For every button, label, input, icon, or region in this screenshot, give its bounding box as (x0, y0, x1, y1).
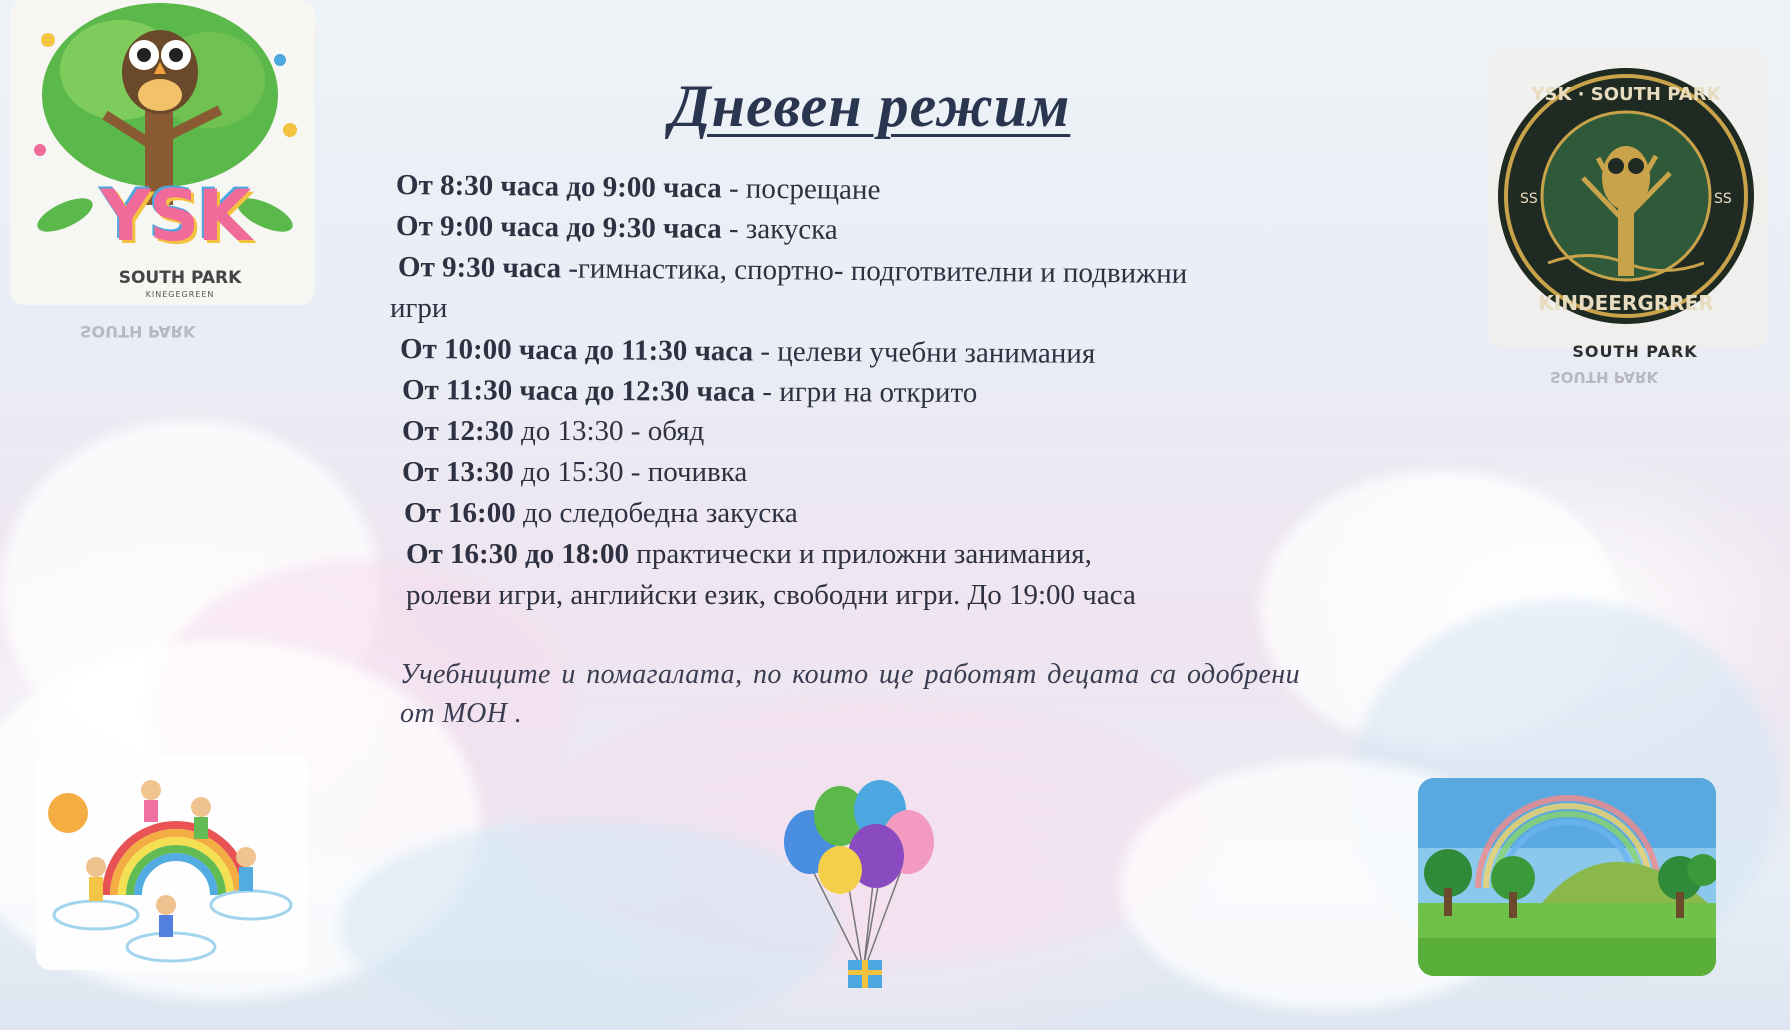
emblem-ring-top: YSK · SOUTH PARK (1531, 84, 1721, 105)
schedule-continuation: ролеви игри, английски език, свободни игри. До 19:00 часа (406, 579, 1136, 611)
schedule-row (398, 247, 1340, 296)
owl-tree-emblem-icon (1488, 48, 1768, 348)
schedule-row (402, 370, 1340, 416)
logo-subtitle: SOUTH PARK (118, 268, 242, 288)
logo-tagline: KINEGEGREEN (145, 290, 215, 299)
emblem-ring-bottom: KINDEERGRRER (1538, 291, 1714, 315)
emblem-side-left: SS (1520, 191, 1538, 207)
schedule-activity: до 13:30 - обяд (513, 415, 705, 447)
cloud-decoration (340, 820, 840, 1030)
balloons-illustration (780, 780, 950, 990)
emblem-side-right: SS (1714, 191, 1732, 207)
logo-reflection: SOUTH PARK (80, 322, 196, 341)
schedule-time: От 11:30 часа до 12:30 часа (401, 374, 756, 408)
schedule-row (402, 411, 1340, 452)
balloons-icon (780, 780, 950, 990)
ysk-emblem (1488, 48, 1768, 378)
daily-schedule (390, 165, 1340, 616)
schedule-time: От 16:00 (404, 497, 516, 529)
schedule-row (404, 493, 1340, 534)
landscape-illustration (1418, 778, 1716, 976)
schedule-row (400, 329, 1340, 377)
schedule-time: От 9:00 часа до 9:30 часа (395, 210, 722, 245)
schedule-row (402, 452, 1340, 493)
schedule-time: От 10:00 часа до 11:30 часа (399, 333, 754, 368)
schedule-row (406, 534, 1340, 575)
schedule-activity: до 15:30 - почивка (513, 456, 748, 488)
schedule-time: От 13:30 (402, 456, 514, 488)
schedule-time: От 9:30 часа (397, 251, 562, 285)
kids-rainbow-illustration (36, 755, 308, 970)
schedule-time: От 8:30 часа до 9:00 часа (395, 169, 722, 205)
schedule-continuation: игри (390, 292, 448, 324)
schedule-activity: - посрещане (721, 172, 881, 207)
schedule-activity: -гимнастика, спортно- подготвителни и подвижни (560, 252, 1188, 290)
logo-ysk-text: YSK (100, 175, 250, 257)
owl-tree-logo-icon (10, 0, 315, 305)
emblem-subtitle: SOUTH PARK (1572, 342, 1698, 361)
schedule-activity: - закуска (721, 212, 838, 246)
landscape-icon (1418, 778, 1716, 976)
schedule-time: От 16:30 до 18:00 (406, 538, 630, 570)
kids-rainbow-icon (36, 755, 308, 970)
page-title: Дневен режим (669, 73, 1071, 139)
ysk-logo (10, 0, 315, 305)
textbook-note: Учебниците и помагалата, по които ще работят децата са одобрени от МОН . (400, 659, 1300, 729)
schedule-activity: - целеви учебни занимания (752, 335, 1096, 370)
schedule-row-continuation (406, 575, 1340, 616)
schedule-time: От 12:30 (402, 415, 514, 447)
emblem-reflection: SOUTH PARK (1550, 368, 1659, 386)
schedule-activity: до следобедна закуска (515, 497, 798, 529)
schedule-activity: - игри на открито (755, 375, 978, 410)
schedule-activity: практически и приложни занимания, (629, 538, 1092, 570)
